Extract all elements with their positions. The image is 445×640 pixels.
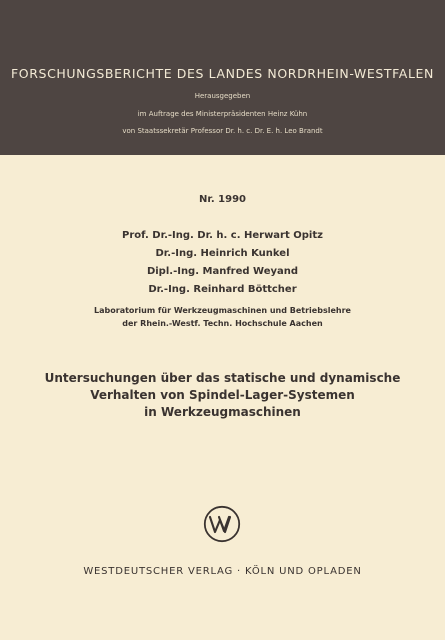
institute-line-2: der Rhein.-Westf. Techn. Hochschule Aachen	[122, 319, 323, 328]
author-name: Dr.-Ing. Reinhard Böttcher	[148, 284, 297, 295]
title-line-3: in Werkzeugmaschinen	[144, 405, 301, 419]
report-number: Nr. 1990	[199, 194, 246, 205]
series-title: FORSCHUNGSBERICHTE DES LANDES NORDRHEIN-WESTFALEN	[11, 66, 434, 81]
commission-line: im Auftrage des Ministerpräsidenten Heinz Kühn	[137, 110, 308, 118]
editor-label: Herausgegeben	[194, 92, 251, 100]
institute-line-1: Laboratorium für Werkzeugmaschinen und Betriebslehre	[94, 306, 351, 315]
title-line-2: Verhalten von Spindel-Lager-Systemen	[90, 388, 355, 402]
editor-line: von Staatssekretär Professor Dr. h. c. Dr. E. h. Leo Brandt	[122, 127, 323, 135]
author-name: Prof. Dr.-Ing. Dr. h. c. Herwart Opitz	[122, 230, 323, 241]
westdeutscher-verlag-logo-icon	[203, 505, 241, 543]
institute-block	[0, 304, 445, 330]
publisher-line: WESTDEUTSCHER VERLAG · KÖLN UND OPLADEN	[83, 566, 362, 577]
author-name: Dr.-Ing. Heinrich Kunkel	[155, 248, 290, 259]
title-line-1: Untersuchungen über das statische und dynamische	[44, 371, 401, 385]
report-title	[0, 370, 445, 421]
author-list	[0, 227, 445, 299]
header-band	[0, 0, 445, 155]
author-name: Dipl.-Ing. Manfred Weyand	[146, 266, 299, 277]
